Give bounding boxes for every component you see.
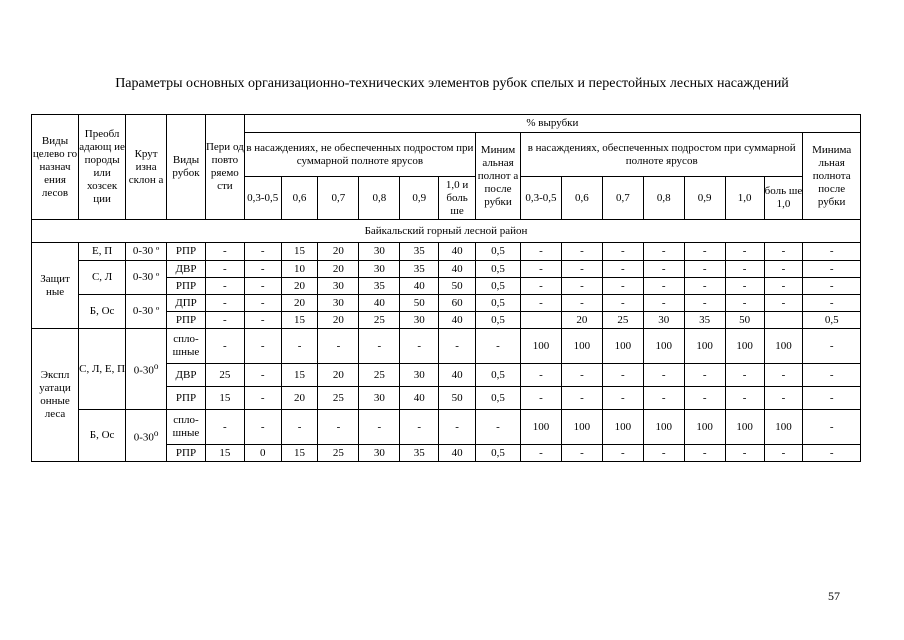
table-cell: 0,5	[476, 295, 521, 312]
table-cell: 25	[318, 445, 359, 462]
table-cell: -	[803, 261, 861, 278]
table-cell: спло- шные	[167, 410, 206, 445]
table-cell: 15	[281, 364, 318, 387]
table-cell: -	[561, 278, 602, 295]
header-rubki: Виды рубок	[167, 115, 206, 220]
table-cell: -	[643, 295, 684, 312]
table-cell: 30	[400, 312, 439, 329]
table-cell: РПР	[167, 243, 206, 261]
table-cell: 100	[725, 410, 764, 445]
table-cell: 25	[359, 312, 400, 329]
table-cell: 20	[281, 295, 318, 312]
table-cell: -	[244, 329, 281, 364]
col-b-4: 0,9	[684, 177, 725, 220]
table-cell: -	[205, 278, 244, 295]
table-cell: -	[400, 329, 439, 364]
table-cell: 100	[643, 329, 684, 364]
table-cell: -	[205, 410, 244, 445]
table-cell: спло- шные	[167, 329, 206, 364]
degree-mark: о	[153, 361, 159, 372]
table-cell: -	[684, 387, 725, 410]
table-cell: -	[684, 261, 725, 278]
table-cell: 0-30 º	[126, 243, 167, 261]
table-cell: 100	[521, 329, 562, 364]
table-cell: -	[359, 410, 400, 445]
table-cell: -	[764, 278, 803, 295]
table-cell: 25	[602, 312, 643, 329]
table-cell	[764, 312, 803, 329]
table-cell: 100	[643, 410, 684, 445]
table-cell: 10	[281, 261, 318, 278]
table-cell: 60	[439, 295, 476, 312]
col-a-2: 0,7	[318, 177, 359, 220]
header-porody: Преобл адающ ие породы или хозсек ции	[79, 115, 126, 220]
table-cell: -	[803, 410, 861, 445]
table-cell: 30	[318, 295, 359, 312]
table-cell: -	[643, 278, 684, 295]
table-cell: -	[803, 243, 861, 261]
table-cell: -	[561, 445, 602, 462]
table-cell: 25	[318, 387, 359, 410]
header-krutizna: Крут изна склон а	[126, 115, 167, 220]
degree-mark: о	[153, 427, 159, 438]
table-cell: 15	[205, 387, 244, 410]
table-cell: -	[643, 261, 684, 278]
table-cell: 50	[725, 312, 764, 329]
table-cell: ДПР	[167, 295, 206, 312]
table-cell: 0,5	[803, 312, 861, 329]
col-a-5: 1,0 и боль ше	[439, 177, 476, 220]
table-cell: 100	[521, 410, 562, 445]
table-cell: -	[602, 364, 643, 387]
table-cell: -	[764, 445, 803, 462]
table-cell: 0,5	[476, 364, 521, 387]
table-cell: -	[561, 243, 602, 261]
table-cell: 20	[561, 312, 602, 329]
table-cell: 15	[205, 445, 244, 462]
table-cell: -	[521, 278, 562, 295]
table-cell: 15	[281, 243, 318, 261]
table-cell: -	[725, 295, 764, 312]
col-b-3: 0,8	[643, 177, 684, 220]
table-cell: 100	[602, 410, 643, 445]
table-cell: 0-30 º	[126, 261, 167, 295]
table-cell: 35	[400, 445, 439, 462]
table-cell: -	[803, 445, 861, 462]
table-cell: 100	[725, 329, 764, 364]
table-cell: -	[521, 243, 562, 261]
table-cell: 20	[318, 312, 359, 329]
table-cell: Б, Ос	[79, 410, 126, 462]
table-cell	[126, 329, 167, 410]
table-cell: 30	[359, 261, 400, 278]
table-cell: 20	[281, 387, 318, 410]
table-cell: -	[764, 261, 803, 278]
slope-value: 0-30	[133, 364, 154, 377]
table-cell	[126, 410, 167, 462]
table-cell: 100	[684, 329, 725, 364]
table-cell: -	[561, 387, 602, 410]
table-cell: -	[803, 329, 861, 364]
table-cell: -	[643, 364, 684, 387]
col-b-5: 1,0	[725, 177, 764, 220]
table-cell: -	[602, 261, 643, 278]
table-cell: -	[439, 329, 476, 364]
table-cell: -	[764, 243, 803, 261]
table-cell: 20	[318, 243, 359, 261]
col-a-1: 0,6	[281, 177, 318, 220]
table-cell: -	[476, 410, 521, 445]
col-b-1: 0,6	[561, 177, 602, 220]
table-cell: 0,5	[476, 278, 521, 295]
table-cell: -	[725, 364, 764, 387]
table-cell: 50	[439, 278, 476, 295]
col-a-3: 0,8	[359, 177, 400, 220]
table-cell: 20	[318, 364, 359, 387]
table-cell: -	[684, 243, 725, 261]
table-cell: 20	[281, 278, 318, 295]
table-cell: -	[725, 278, 764, 295]
table-cell: -	[684, 295, 725, 312]
table-cell: 40	[439, 312, 476, 329]
table-cell: 15	[281, 445, 318, 462]
table-cell: 100	[561, 329, 602, 364]
table-cell: -	[205, 329, 244, 364]
table-cell: 0-30 º	[126, 295, 167, 329]
table-cell: -	[602, 243, 643, 261]
table-cell: -	[684, 445, 725, 462]
table-cell: -	[764, 364, 803, 387]
parameters-table	[31, 114, 861, 462]
table-cell: -	[244, 278, 281, 295]
table-cell: -	[244, 312, 281, 329]
table-cell: -	[803, 364, 861, 387]
page-title: Параметры основных организационно-технических элементов рубок спелых и перестойных лесных насаждений	[115, 76, 789, 91]
table-cell: 20	[318, 261, 359, 278]
table-cell: 35	[684, 312, 725, 329]
table-cell: -	[561, 364, 602, 387]
table-cell: 0	[244, 445, 281, 462]
table-cell: С, Л	[79, 261, 126, 295]
table-cell: 40	[400, 387, 439, 410]
table-cell: -	[281, 329, 318, 364]
table-cell: РПР	[167, 445, 206, 462]
table-cell: 40	[439, 243, 476, 261]
table-cell: -	[764, 295, 803, 312]
table-cell: 0,5	[476, 312, 521, 329]
table-cell: -	[725, 243, 764, 261]
table-cell: -	[281, 410, 318, 445]
table-cell: -	[244, 295, 281, 312]
table-cell: -	[684, 278, 725, 295]
table-cell: -	[643, 387, 684, 410]
table-cell: РПР	[167, 387, 206, 410]
table-cell: -	[602, 278, 643, 295]
table-cell: -	[244, 243, 281, 261]
table-cell: -	[205, 312, 244, 329]
table-cell: -	[205, 295, 244, 312]
header-vyrubka: % вырубки	[244, 115, 860, 133]
table-cell: -	[602, 295, 643, 312]
table-cell: 40	[439, 364, 476, 387]
table-cell	[521, 312, 562, 329]
table-cell: ДВР	[167, 364, 206, 387]
header-vidy: Виды целево го назнач ения лесов	[32, 115, 79, 220]
table-cell: 30	[359, 243, 400, 261]
table-cell: 30	[643, 312, 684, 329]
table-cell: РПР	[167, 312, 206, 329]
table-cell: 100	[764, 329, 803, 364]
table-cell: -	[359, 329, 400, 364]
table-cell: -	[803, 278, 861, 295]
table-cell: -	[318, 329, 359, 364]
table-cell: -	[244, 410, 281, 445]
table-cell: Е, П	[79, 243, 126, 261]
table-cell: 35	[359, 278, 400, 295]
table-cell: 30	[359, 387, 400, 410]
table-cell: 40	[439, 445, 476, 462]
table-cell: -	[476, 329, 521, 364]
table-cell: -	[244, 387, 281, 410]
table-cell: -	[684, 364, 725, 387]
table-cell: 25	[359, 364, 400, 387]
table-cell: 25	[205, 364, 244, 387]
table-cell: -	[205, 243, 244, 261]
table-cell: -	[205, 261, 244, 278]
table-cell: 50	[439, 387, 476, 410]
table-cell: 35	[400, 261, 439, 278]
table-cell: -	[521, 261, 562, 278]
table-cell: 0,5	[476, 243, 521, 261]
table-cell: -	[643, 445, 684, 462]
table-cell: 35	[400, 243, 439, 261]
table-cell: -	[521, 295, 562, 312]
table-cell: -	[439, 410, 476, 445]
table-cell: -	[643, 243, 684, 261]
table-cell: -	[764, 387, 803, 410]
table-cell: РПР	[167, 278, 206, 295]
region-row: Байкальский горный лесной район	[32, 220, 861, 243]
table-cell: 0,5	[476, 261, 521, 278]
table-cell: ДВР	[167, 261, 206, 278]
table-cell: -	[521, 445, 562, 462]
table-cell: 30	[400, 364, 439, 387]
table-cell: -	[602, 387, 643, 410]
table-cell: 100	[561, 410, 602, 445]
table-cell: 30	[318, 278, 359, 295]
table-cell: 100	[764, 410, 803, 445]
table-cell: -	[521, 364, 562, 387]
table-cell: 0,5	[476, 387, 521, 410]
group-ekspl: Экспл уатаци онные леса	[32, 329, 79, 462]
table-cell: 0,5	[476, 445, 521, 462]
table-cell: -	[244, 364, 281, 387]
table-cell: 40	[400, 278, 439, 295]
table-cell: Б, Ос	[79, 295, 126, 329]
table-cell: -	[244, 261, 281, 278]
page-number: 57	[828, 589, 840, 603]
table-cell: 40	[359, 295, 400, 312]
header-min2: Минима льная полнота после рубки	[803, 133, 861, 220]
table-cell: 15	[281, 312, 318, 329]
col-b-2: 0,7	[602, 177, 643, 220]
header-obesp: в насаждениях, обеспеченных подростом при суммарной полноте ярусов	[521, 133, 803, 177]
table-cell: 40	[439, 261, 476, 278]
group-zashchitnye: Защит ные	[32, 243, 79, 329]
col-a-0: 0,3-0,5	[244, 177, 281, 220]
table-cell: С, Л, Е, П	[79, 329, 126, 410]
table-cell: 30	[359, 445, 400, 462]
header-period: Пери од повто ряемо сти	[205, 115, 244, 220]
table-cell: -	[725, 387, 764, 410]
table-cell: -	[521, 387, 562, 410]
table-cell: -	[725, 261, 764, 278]
header-min1: Миним альная полнот а после рубки	[476, 133, 521, 220]
table-cell: -	[561, 295, 602, 312]
col-b-6: боль ше 1,0	[764, 177, 803, 220]
table-cell: 100	[602, 329, 643, 364]
col-b-0: 0,3-0,5	[521, 177, 562, 220]
table-cell: -	[400, 410, 439, 445]
table-cell: -	[602, 445, 643, 462]
table-cell: -	[318, 410, 359, 445]
table-cell: -	[725, 445, 764, 462]
table-cell: -	[803, 387, 861, 410]
table-cell: -	[803, 295, 861, 312]
table-cell: 100	[684, 410, 725, 445]
header-ne-obesp: в насаждениях, не обеспеченных подростом при суммарной полноте ярусов	[244, 133, 475, 177]
col-a-4: 0,9	[400, 177, 439, 220]
table-cell: 50	[400, 295, 439, 312]
table-cell: -	[561, 261, 602, 278]
slope-value: 0-30	[133, 431, 154, 444]
